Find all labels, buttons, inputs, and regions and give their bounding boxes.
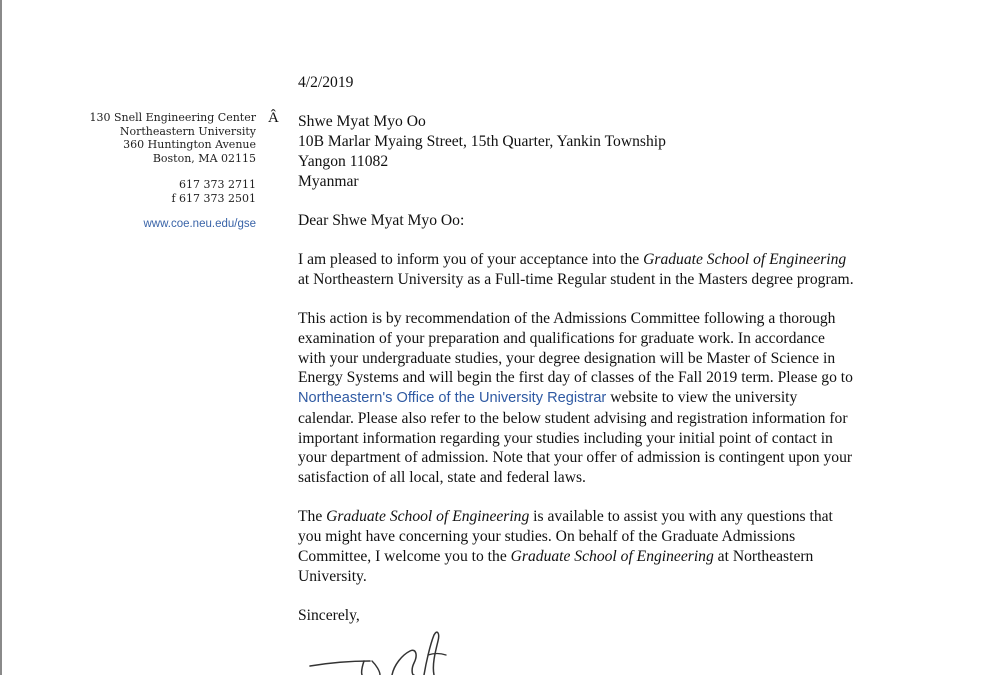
text-run: at Northeastern bbox=[713, 547, 814, 565]
salutation bbox=[298, 211, 938, 231]
office-contact bbox=[60, 178, 256, 205]
closing-text: Sincerely, bbox=[298, 606, 360, 624]
letter-body bbox=[298, 73, 938, 645]
office-address bbox=[60, 111, 256, 165]
text-run: Committee, I welcome you to the bbox=[298, 547, 511, 565]
phone-number: 617 373 2711 bbox=[179, 178, 256, 191]
fax-number: f 617 373 2501 bbox=[171, 191, 256, 205]
recipient-street: 10B Marlar Myaing Street, 15th Quarter, Yankin Township bbox=[298, 133, 666, 151]
paragraph-line: you might have concerning your studies. On behalf of the Graduate Admissions bbox=[298, 528, 796, 546]
recipient-country: Myanmar bbox=[298, 172, 359, 190]
address-line: 360 Huntington Avenue bbox=[123, 138, 256, 151]
letter-date bbox=[298, 73, 938, 93]
text-run: website to view the university bbox=[606, 389, 798, 407]
paragraph-line: This action is by recommendation of the Admissions Committee following a thorough bbox=[298, 310, 836, 328]
registrar-link[interactable]: Northeastern's Office of the University Registrar bbox=[298, 390, 607, 407]
paragraph-welcome bbox=[298, 507, 938, 586]
school-name-italic: Graduate School of Engineering bbox=[510, 547, 714, 565]
recipient-name: Shwe Myat Myo Oo bbox=[298, 113, 426, 131]
text-run: is available to assist you with any questions that bbox=[529, 508, 833, 526]
text-run: The bbox=[298, 508, 327, 526]
paragraph-line bbox=[298, 250, 938, 270]
paragraph-line bbox=[298, 507, 938, 527]
salutation-text: Dear Shwe Myat Myo Oo: bbox=[298, 211, 465, 229]
paragraph-line: at Northeastern University as a Full-time Regular student in the Masters degree program. bbox=[298, 270, 854, 288]
recipient-city: Yangon 11082 bbox=[298, 152, 389, 170]
paragraph-acceptance bbox=[298, 250, 938, 289]
paragraph-line: examination of your preparation and qualifications for graduate work. In accordance bbox=[298, 330, 825, 348]
paragraph-line: calendar. Please also refer to the below student advising and registration information for bbox=[298, 409, 848, 427]
address-line: 130 Snell Engineering Center bbox=[89, 111, 256, 124]
address-line: Northeastern University bbox=[119, 124, 256, 138]
recipient-address bbox=[298, 112, 938, 191]
closing bbox=[298, 606, 938, 626]
letterhead-sidebar bbox=[60, 111, 256, 232]
paragraph-line: with your undergraduate studies, your degree designation will be Master of Science in bbox=[298, 349, 836, 367]
paragraph-line: your department of admission. Note that your offer of admission is contingent upon your bbox=[298, 449, 853, 467]
stray-character: Â bbox=[268, 110, 279, 126]
paragraph-line: satisfaction of all local, state and federal laws. bbox=[298, 469, 586, 486]
school-name-italic: Graduate School of Engineering bbox=[326, 508, 530, 526]
website-link[interactable]: www.coe.neu.edu/gse bbox=[143, 218, 256, 230]
page-left-border bbox=[0, 0, 2, 675]
paragraph-line bbox=[298, 388, 938, 409]
school-name-italic: Graduate School of Engineering bbox=[643, 251, 847, 269]
paragraph-line: important information regarding your studies including your initial point of contact in bbox=[298, 429, 833, 447]
date-text: 4/2/2019 bbox=[298, 74, 354, 91]
paragraph-line: Energy Systems and will begin the first day of classes of the Fall 2019 term. Please go to bbox=[298, 369, 853, 387]
address-line: Boston, MA 02115 bbox=[152, 151, 256, 165]
paragraph-recommendation bbox=[298, 309, 938, 487]
paragraph-line: University. bbox=[298, 567, 367, 585]
signature-image bbox=[306, 625, 486, 675]
text-run: I am pleased to inform you of your acceptance into the bbox=[298, 251, 644, 269]
paragraph-line bbox=[298, 547, 938, 567]
